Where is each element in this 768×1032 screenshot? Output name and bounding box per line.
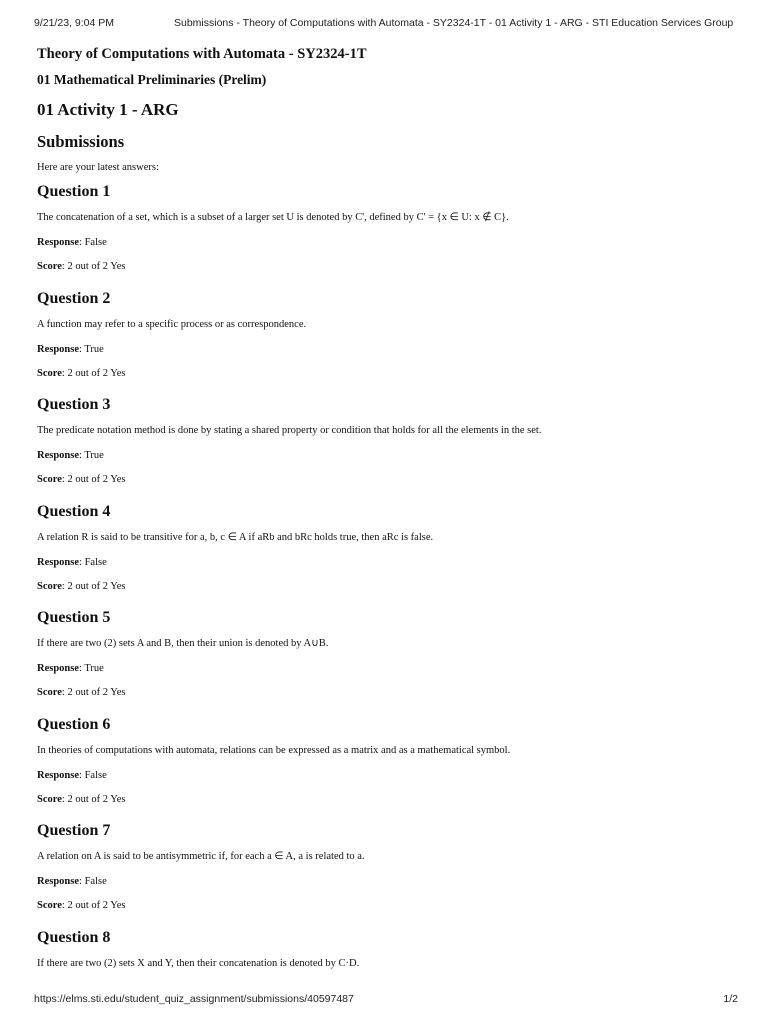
print-url: https://elms.sti.edu/student_quiz_assignment/submissions/40597487 — [34, 993, 354, 1005]
score-line: Score: 2 out of 2 Yes — [37, 259, 737, 283]
question-title: Question 4 — [37, 500, 737, 530]
score-value: 2 out of 2 Yes — [67, 581, 125, 592]
score-line: Score: 2 out of 2 Yes — [37, 579, 737, 603]
score-label: Score — [37, 794, 62, 805]
course-title: Theory of Computations with Automata - SY2324-1T — [37, 44, 737, 70]
question-text: A relation on A is said to be antisymmetric if, for each a ∈ A, a is related to a. — [37, 849, 737, 874]
question-title: Question 3 — [37, 393, 737, 423]
page-number: 1/2 — [723, 993, 738, 1005]
question-text: The concatenation of a set, which is a subset of a larger set U is denoted by C', defined by C' = {x ∈ U: x ∉ C}. — [37, 210, 737, 235]
module-title: 01 Mathematical Preliminaries (Prelim) — [37, 70, 737, 98]
response-value: True — [84, 450, 103, 461]
question-3 — [37, 393, 737, 500]
response-value: False — [85, 876, 107, 887]
response-label: Response — [37, 237, 79, 248]
print-date: 9/21/23, 9:04 PM — [34, 17, 114, 29]
response-line: Response: False — [37, 768, 737, 792]
question-2 — [37, 287, 737, 394]
question-8 — [37, 926, 737, 1032]
print-page-title: Submissions - Theory of Computations with Automata - SY2324-1T - 01 Activity 1 - ARG - STI Education Services Group — [174, 17, 733, 29]
print-header — [0, 17, 768, 33]
question-title: Question 7 — [37, 819, 737, 849]
question-title: Question 6 — [37, 713, 737, 743]
response-label: Response — [37, 450, 79, 461]
response-line: Response: False — [37, 235, 737, 259]
score-label: Score — [37, 900, 62, 911]
question-title: Question 1 — [37, 180, 737, 210]
score-label: Score — [37, 581, 62, 592]
question-7 — [37, 819, 737, 926]
main-content — [37, 44, 737, 1032]
response-value: False — [85, 770, 107, 781]
question-5 — [37, 606, 737, 713]
response-line: Response: False — [37, 874, 737, 898]
response-value: False — [85, 557, 107, 568]
response-label: Response — [37, 663, 79, 674]
question-text: If there are two (2) sets A and B, then their union is denoted by A∪B. — [37, 636, 737, 661]
question-title: Question 5 — [37, 606, 737, 636]
response-line: Response: True — [37, 661, 737, 685]
score-label: Score — [37, 474, 62, 485]
score-line: Score: 2 out of 2 Yes — [37, 792, 737, 816]
response-value: False — [85, 237, 107, 248]
question-6 — [37, 713, 737, 820]
response-value: True — [84, 344, 103, 355]
score-label: Score — [37, 368, 62, 379]
score-value: 2 out of 2 Yes — [67, 474, 125, 485]
question-title: Question 2 — [37, 287, 737, 317]
response-line: Response: True — [37, 448, 737, 472]
question-text: If there are two (2) sets X and Y, then their concatenation is denoted by C·D. — [37, 956, 737, 981]
intro-text: Here are your latest answers: — [37, 160, 737, 180]
question-4 — [37, 500, 737, 607]
response-value: True — [84, 663, 103, 674]
score-label: Score — [37, 687, 62, 698]
question-text: In theories of computations with automata, relations can be expressed as a matrix and as a mathematical symbol. — [37, 743, 737, 768]
activity-title: 01 Activity 1 - ARG — [37, 98, 737, 130]
score-label: Score — [37, 261, 62, 272]
score-line: Score: 2 out of 2 Yes — [37, 898, 737, 922]
question-title: Question 8 — [37, 926, 737, 956]
question-text: A relation R is said to be transitive for a, b, c ∈ A if aRb and bRc holds true, then aRc is false. — [37, 530, 737, 555]
score-value: 2 out of 2 Yes — [67, 368, 125, 379]
score-value: 2 out of 2 Yes — [67, 261, 125, 272]
question-1 — [37, 180, 737, 287]
question-text: A function may refer to a specific process or as correspondence. — [37, 317, 737, 342]
score-line: Score: 2 out of 2 Yes — [37, 366, 737, 390]
response-line: Response: False — [37, 555, 737, 579]
response-label: Response — [37, 344, 79, 355]
response-label: Response — [37, 557, 79, 568]
response-line: Response: True — [37, 342, 737, 366]
response-label: Response — [37, 876, 79, 887]
score-line: Score: 2 out of 2 Yes — [37, 685, 737, 709]
score-value: 2 out of 2 Yes — [67, 900, 125, 911]
score-value: 2 out of 2 Yes — [67, 794, 125, 805]
score-line: Score: 2 out of 2 Yes — [37, 472, 737, 496]
submissions-heading: Submissions — [37, 130, 737, 160]
print-footer — [0, 993, 768, 1009]
question-text: The predicate notation method is done by stating a shared property or condition that holds for all the elements in the set. — [37, 423, 737, 448]
score-value: 2 out of 2 Yes — [67, 687, 125, 698]
response-label: Response — [37, 770, 79, 781]
